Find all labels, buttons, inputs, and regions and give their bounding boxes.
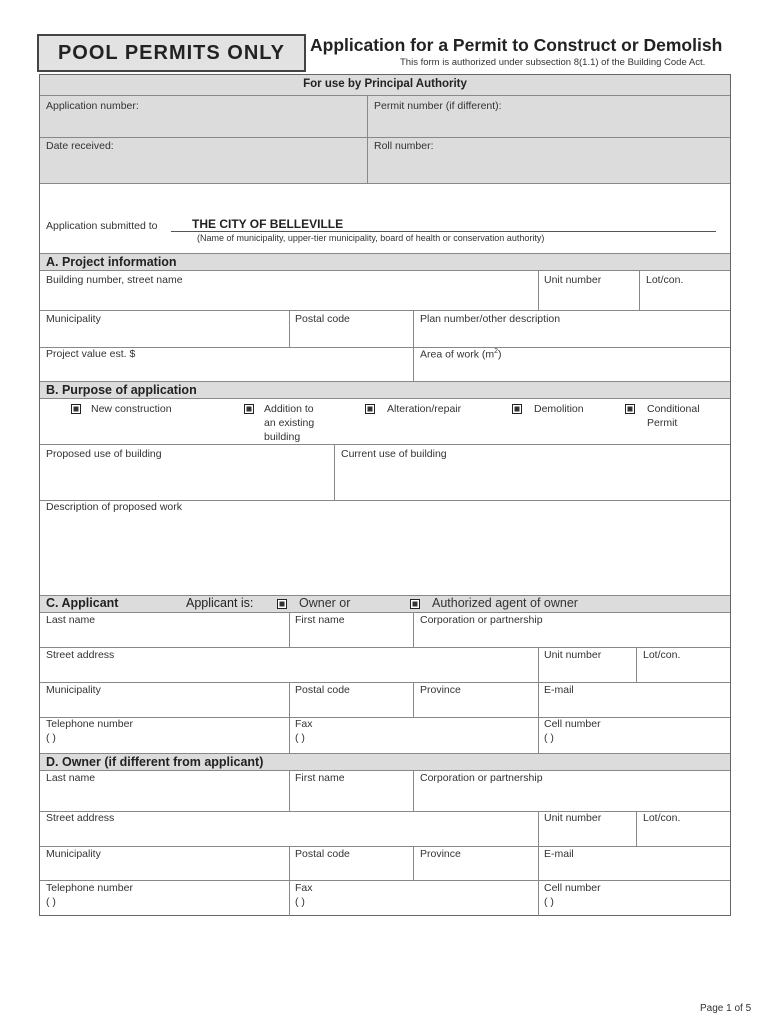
applicant-municipality-field[interactable]: Municipality (46, 684, 101, 696)
owner-municipality-field[interactable]: Municipality (46, 848, 101, 860)
owner-corporation-field[interactable]: Corporation or partnership (420, 772, 543, 784)
submitted-to-note: (Name of municipality, upper-tier municipality, board of health or conservation authority) (197, 233, 545, 243)
page-number: Page 1 of 5 (700, 1003, 752, 1014)
owner-province-field[interactable]: Province (420, 848, 461, 860)
new-construction-option[interactable]: New construction (71, 402, 251, 416)
date-received-field[interactable]: Date received: (46, 140, 114, 152)
owner-telephone-field[interactable]: Telephone number (46, 882, 133, 894)
applicant-telephone-field[interactable]: Telephone number (46, 718, 133, 730)
owner-option[interactable]: Owner or (277, 597, 387, 611)
proposed-use-field[interactable]: Proposed use of building (46, 448, 162, 460)
applicant-is-label: Applicant is: (186, 596, 254, 610)
submitted-to-field[interactable]: THE CITY OF BELLEVILLE (192, 217, 344, 231)
owner-first-name-field[interactable]: First name (295, 772, 345, 784)
owner-postal-code-field[interactable]: Postal code (295, 848, 350, 860)
owner-last-name-field[interactable]: Last name (46, 772, 96, 784)
project-value-field[interactable]: Project value est. $ (46, 348, 136, 360)
conditional-permit-checkbox[interactable] (625, 404, 635, 414)
new-construction-checkbox[interactable] (71, 404, 81, 414)
applicant-fax-field[interactable]: Fax (295, 718, 313, 730)
addition-checkbox[interactable] (244, 404, 254, 414)
applicant-province-field[interactable]: Province (420, 684, 461, 696)
purpose-section-heading: B. Purpose of application (46, 383, 197, 397)
form-subtitle: This form is authorized under subsection 8(1.1) of the Building Code Act. (400, 57, 706, 68)
owner-cell-field[interactable]: Cell number (544, 882, 601, 894)
applicant-first-name-field[interactable]: First name (295, 614, 345, 626)
owner-fax-field[interactable]: Fax (295, 882, 313, 894)
project-postal-code-field[interactable]: Postal code (295, 313, 350, 325)
owner-fax-paren: ( ) (295, 896, 305, 908)
authority-heading: For use by Principal Authority (303, 78, 467, 90)
owner-street-field[interactable]: Street address (46, 812, 115, 824)
conditional-permit-option[interactable]: Conditional Permit (625, 402, 725, 432)
agent-option[interactable]: Authorized agent of owner (410, 597, 610, 611)
owner-unit-field[interactable]: Unit number (544, 812, 602, 824)
applicant-postal-code-field[interactable]: Postal code (295, 684, 350, 696)
applicant-telephone-paren: ( ) (46, 732, 56, 744)
project-unit-number-field[interactable]: Unit number (544, 274, 602, 286)
submitted-to-underline (171, 231, 716, 232)
applicant-cell-field[interactable]: Cell number (544, 718, 601, 730)
addition-option[interactable]: Addition to an existing building (244, 402, 354, 446)
authority-shade (40, 75, 730, 183)
description-field[interactable]: Description of proposed work (46, 501, 182, 513)
owner-lot-con-field[interactable]: Lot/con. (643, 812, 681, 824)
owner-checkbox[interactable] (277, 599, 287, 609)
submitted-to-label: Application submitted to (46, 220, 158, 232)
plan-number-field[interactable]: Plan number/other description (420, 313, 561, 325)
applicant-fax-paren: ( ) (295, 732, 305, 744)
current-use-field[interactable]: Current use of building (341, 448, 447, 460)
pool-permits-badge: POOL PERMITS ONLY (37, 34, 306, 72)
applicant-street-field[interactable]: Street address (46, 649, 115, 661)
applicant-cell-paren: ( ) (544, 732, 554, 744)
area-of-work-field[interactable]: Area of work $(m^2)$ (420, 348, 502, 361)
owner-telephone-paren: ( ) (46, 896, 56, 908)
applicant-section-heading: C. Applicant (46, 596, 119, 610)
application-number-field[interactable]: Application number: (46, 100, 139, 112)
permit-number-field[interactable]: Permit number (if different): (374, 100, 502, 112)
alteration-repair-checkbox[interactable] (365, 404, 375, 414)
applicant-lot-con-field[interactable]: Lot/con. (643, 649, 681, 661)
project-section-heading: A. Project information (46, 255, 177, 269)
applicant-email-field[interactable]: E-mail (544, 684, 574, 696)
building-street-field[interactable]: Building number, street name (46, 274, 183, 286)
applicant-corporation-field[interactable]: Corporation or partnership (420, 614, 543, 626)
application-form (39, 74, 731, 916)
owner-cell-paren: ( ) (544, 896, 554, 908)
demolition-checkbox[interactable] (512, 404, 522, 414)
project-municipality-field[interactable]: Municipality (46, 313, 101, 325)
owner-section-heading: D. Owner (if different from applicant) (46, 755, 264, 769)
applicant-last-name-field[interactable]: Last name (46, 614, 96, 626)
owner-email-field[interactable]: E-mail (544, 848, 574, 860)
alteration-repair-option[interactable]: Alteration/repair (365, 402, 505, 416)
agent-checkbox[interactable] (410, 599, 420, 609)
applicant-unit-field[interactable]: Unit number (544, 649, 602, 661)
form-title: Application for a Permit to Construct or Demolish (310, 35, 723, 55)
demolition-option[interactable]: Demolition (512, 402, 622, 416)
roll-number-field[interactable]: Roll number: (374, 140, 434, 152)
project-lot-con-field[interactable]: Lot/con. (646, 274, 684, 286)
